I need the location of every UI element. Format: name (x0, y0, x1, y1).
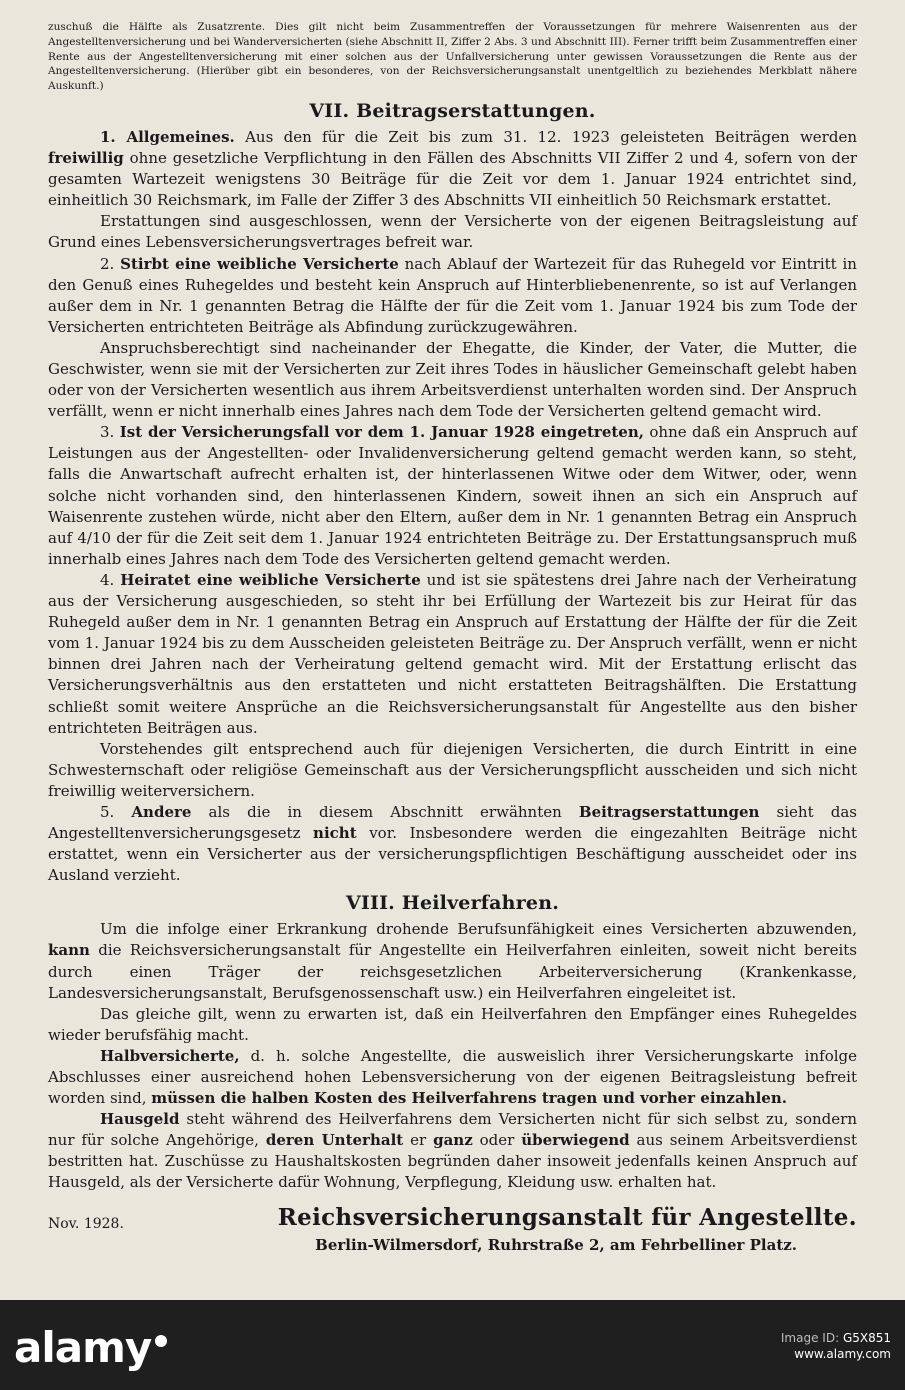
section-vii-title: VII. Beitragserstattungen. (309, 99, 596, 122)
section-vii-paragraph-1b: Erstattungen sind ausgeschlossen, wenn der Versicherte von der eigenen Beitragsleistung auf Grund eines Lebensversicherungsvertrages befreit war. (48, 212, 857, 252)
section-viii-paragraph-4: Hausgeld steht während des Heilverfahrens dem Versicherten nicht für sich selbst zu, sondern nur für solche Angehörige, deren Unterhalt er ganz oder überwiegend aus seinem Arbeitsverdienst bestritten hat. Zuschüsse zu Haushaltskosten begründen daher insoweit jedenfalls keinen Anspruch auf Hausgeld, als der Versicherte dafür Wohnung, Verpflegung, Kleidung usw. erhalten hat. (48, 1110, 857, 1192)
stock-image-meta: Image ID: G5X851 www.alamy.com (780, 1331, 891, 1361)
intro-paragraph: zuschuß die Hälfte als Zusatzrente. Dies gilt nicht beim Zusammentreffen der Voraussetzungen für mehrere Waisenrenten aus der Angestelltenversicherung und bei Wanderversicherten (siehe Abschnitt II, Ziffer 2 Abs. 3 und Abschnitt III). Ferner trifft beim Zusammentreffen einer Rente aus der Angestelltenversicherung mit einer solchen aus der Unfallversicherung unter gewissen Voraussetzungen die Rente aus der Angestelltenversicherung. (Hierüber gibt ein besonderes, von der Reichsversicherungsanstalt unentgeltlich zu beziehendes Merkblatt nähere Auskunft.) (48, 21, 857, 93)
issuer-name: Reichsversicherungsanstalt für Angestellte. (277, 1203, 857, 1231)
logo-dot-icon (155, 1335, 167, 1347)
section-viii-paragraph-3: Halbversicherte, d. h. solche Angestellte, die ausweislich ihrer Versicherungskarte infolge Abschlusses einer ausreichend hohen Lebensversicherung von der eigenen Beitragsleistung befreit worden sind, müssen die halben Kosten des Heilverfahrens tragen und vorher einzahlen. (48, 1046, 857, 1108)
section-vii-paragraph-2b: Anspruchsberechtigt sind nacheinander der Ehegatte, die Kinder, der Vater, die Mutter, die Geschwister, wenn sie mit der Versicherten zur Zeit ihres Todes in häuslicher Gemeinschaft gelebt haben oder von der Versicherten wesentlich aus ihrem Arbeitsverdienst unterhalten worden sind. Der Anspruch verfällt, wenn er nicht innerhalb eines Jahres nach dem Tode der Versicherten geltend gemacht wird. (48, 338, 857, 421)
document-date: Nov. 1928. (48, 1215, 124, 1232)
section-viii-paragraph-2: Das gleiche gilt, wenn zu erwarten ist, daß ein Heilverfahren den Empfänger eines Ruhegeldes wieder berufsfähig macht. (48, 1004, 857, 1044)
section-vii-paragraph-2: 2. Stirbt eine weibliche Versicherte nach Ablauf der Wartezeit für das Ruhegeld vor Eintritt in den Genuß eines Ruhegeldes und besteht kein Anspruch auf Hinterbliebenenrente, so ist auf Verlangen außer dem in Nr. 1 genannten Betrag die Hälfte der für die Zeit vom 1. Januar 1924 bis zum Tode der Versicherten entrichteten Beiträge als Abfindung zurückzugewähren. (48, 254, 857, 336)
section-viii-title: VIII. Heilverfahren. (345, 892, 560, 915)
image-id: G5X851 (842, 1331, 891, 1345)
section-vii-paragraph-4b: Vorstehendes gilt entsprechend auch für diejenigen Versicherten, die durch Eintritt in eine Schwesternschaft oder religiöse Gemeinschaft aus der Versicherungspflicht ausscheiden und sich nicht freiwillig weiterversichern. (48, 739, 857, 800)
alamy-logo: alamy (14, 1323, 167, 1372)
section-vii-paragraph-5: 5. Andere als die in diesem Abschnitt erwähnten Beitragserstattungen sieht das Angestelltenversicherungsgesetz nicht vor. Insbesondere werden die eingezahlten Beiträge nicht erstattet, wenn ein Versicherter aus der versicherungspflichtigen Beschäftigung ausscheidet oder ins Ausland verzieht. (48, 802, 857, 885)
section-viii-paragraph-1: Um die infolge einer Erkrankung drohende Berufsunfähigkeit eines Versicherten abzuwenden, kann die Reichsversicherungsanstalt für Angestellte ein Heilverfahren einleiten, soweit nicht bereits durch einen Träger der reichsgesetzlichen Arbeiterversicherung (Krankenkasse, Landesversicherungsanstalt, Berufsgenossenschaft usw.) ein Heilverfahren eingeleitet ist. (48, 920, 857, 1002)
section-vii-paragraph-1: 1. Allgemeines. Aus den für die Zeit bis zum 31. 12. 1923 geleisteten Beiträgen werden freiwillig ohne gesetzliche Verpflichtung in den Fällen des Abschnitts VII Ziffer 2 und 4, sofern von der gesamten Wartezeit wenigstens 30 Beiträge für die Zeit vor dem 1. Januar 1924 entrichtet sind, einheitlich 30 Reichsmark, im Falle der Ziffer 3 des Abschnitts VII einheitlich 50 Reichsmark erstattet. (48, 127, 857, 210)
section-vii-paragraph-4: 4. Heiratet eine weibliche Versicherte und ist sie spätestens drei Jahre nach der Verheiratung aus der Versicherung ausgeschieden, so steht ihr bei Erfüllung der Wartezeit bis zur Heirat für das Ruhegeld außer dem in Nr. 1 genannten Betrag ein Anspruch auf Erstattung der Hälfte der für die Zeit vom 1. Januar 1924 bis zu dem Ausscheiden geleisteten Beiträge zu. Der Anspruch verfällt, wenn er nicht binnen drei Jahren nach der Verheiratung geltend gemacht wird. Mit der Erstattung erlischt das Versicherungsverhältnis aus den erstatteten und nicht erstatteten Beitragshälften. Die Erstattung schließt somit weitere Ansprüche an die Reichsversicherungsanstalt für Angestellte aus den bisher entrichteten Beiträgen aus. (48, 570, 857, 737)
document-footer (48, 1204, 857, 1274)
stock-site: www.alamy.com (794, 1347, 891, 1361)
section-vii-paragraph-3: 3. Ist der Versicherungsfall vor dem 1. Januar 1928 eingetreten, ohne daß ein Anspruch auf Leistungen aus der Angestellten- oder Invalidenversicherung geltend gemacht werden kann, so steht, falls die Anwartschaft aufrecht erhalten ist, der hinterlassenen Witwe oder dem Witwer, oder, wenn solche nicht vorhanden sind, den hinterlassenen Kindern, soweit ihnen an sich ein Anspruch auf Waisenrente zustehen würde, nicht aber den Eltern, außer dem in Nr. 1 genannten Betrag ein Anspruch auf 4/10 der für die Zeit seit dem 1. Januar 1924 entrichteten Beiträge zu. Der Erstattungsanspruch muß innerhalb eines Jahres nach dem Tode des Versicherten geltend gemacht werden. (48, 423, 857, 568)
issuer-address: Berlin-Wilmersdorf, Ruhrstraße 2, am Fehrbelliner Platz. (315, 1235, 797, 1254)
